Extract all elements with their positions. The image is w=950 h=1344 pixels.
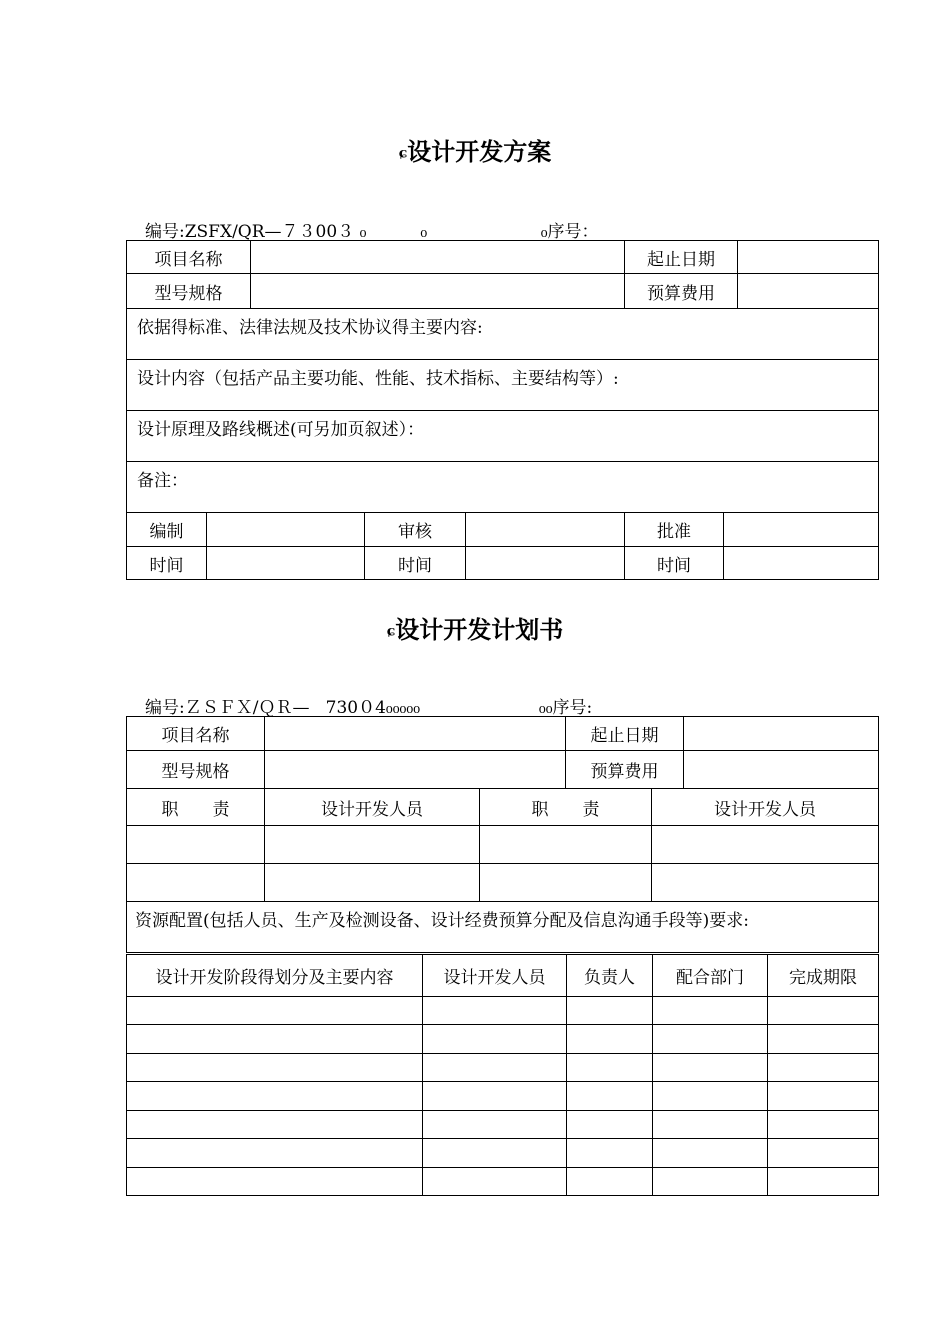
section1-code-line: 编号:ZSFX/QR—７３00３ ₀ ₀ ₀序号： (145, 222, 599, 242)
table-row (127, 1082, 879, 1111)
developer-cell[interactable] (652, 864, 879, 902)
stage-cell[interactable] (423, 997, 567, 1025)
prepared-time-label: 时间 (127, 547, 207, 580)
stage-cell[interactable] (423, 1082, 567, 1111)
plan-start-end-date-field[interactable] (684, 717, 879, 751)
stage-cell[interactable] (653, 997, 768, 1025)
developers-header-right: 设计开发人员 (652, 789, 879, 826)
prepared-time-field[interactable] (207, 547, 365, 580)
plan-start-end-date-label: 起止日期 (566, 717, 684, 751)
developer-cell[interactable] (652, 826, 879, 864)
section2-title: ɕ设计开发计划书 (386, 615, 564, 644)
stage-cell[interactable] (768, 1111, 879, 1139)
model-spec-field[interactable] (251, 274, 625, 309)
plan-budget-field[interactable] (684, 751, 879, 789)
stage-cell[interactable] (567, 1139, 653, 1168)
start-end-date-field[interactable] (738, 241, 879, 274)
model-spec-label: 型号规格 (127, 274, 251, 309)
stage-cell[interactable] (127, 997, 423, 1025)
table-row (127, 1139, 879, 1168)
stage-cell[interactable] (127, 1139, 423, 1168)
stage-cell[interactable] (768, 1025, 879, 1054)
stage-cell[interactable] (423, 1111, 567, 1139)
table-row (127, 1025, 879, 1054)
standards-field[interactable]: 依据得标准、法律法规及技术协议得主要内容: (127, 309, 879, 360)
stage-cell[interactable] (127, 1111, 423, 1139)
remarks-field[interactable]: 备注： (127, 462, 879, 513)
section1-title-text: 设计开发方案 (407, 137, 552, 166)
prepared-field[interactable] (207, 513, 365, 547)
plan-model-spec-field[interactable] (265, 751, 566, 789)
table-row (127, 1168, 879, 1196)
start-end-date-label: 起止日期 (625, 241, 738, 274)
duty-cell[interactable] (480, 864, 652, 902)
stage-table (126, 954, 879, 1196)
table-row (127, 1111, 879, 1139)
stage-cell[interactable] (653, 1054, 768, 1082)
resources-field[interactable]: 资源配置(包括人员、生产及检测设备、设计经费预算分配及信息沟通手段等)要求: (127, 902, 879, 953)
stage-header-owner: 负责人 (567, 955, 653, 997)
stage-cell[interactable] (768, 1139, 879, 1168)
budget-label: 预算费用 (625, 274, 738, 309)
section1-title: ɕ设计开发方案 (398, 137, 552, 166)
developer-cell[interactable] (265, 826, 480, 864)
section2-code-line: 编号:ＺＳＦＸ/ＱＲ— 730０4₀₀₀₀₀ ₀₀序号: (145, 698, 593, 718)
stage-header-developers: 设计开发人员 (423, 955, 567, 997)
stage-cell[interactable] (423, 1139, 567, 1168)
budget-field[interactable] (738, 274, 879, 309)
plan-model-spec-label: 型号规格 (127, 751, 265, 789)
stage-cell[interactable] (127, 1054, 423, 1082)
stage-cell[interactable] (567, 1082, 653, 1111)
stage-cell[interactable] (768, 1054, 879, 1082)
stage-cell[interactable] (127, 1082, 423, 1111)
stage-cell[interactable] (653, 1139, 768, 1168)
developers-header-left: 设计开发人员 (265, 789, 480, 826)
stage-header-department: 配合部门 (653, 955, 768, 997)
stage-cell[interactable] (653, 1082, 768, 1111)
stage-cell[interactable] (653, 1111, 768, 1139)
approved-field[interactable] (724, 513, 879, 547)
stage-cell[interactable] (127, 1025, 423, 1054)
stage-cell[interactable] (423, 1025, 567, 1054)
table-row (127, 1054, 879, 1082)
stage-cell[interactable] (567, 1168, 653, 1196)
stage-cell[interactable] (567, 1111, 653, 1139)
stage-header-content: 设计开发阶段得划分及主要内容 (127, 955, 423, 997)
stage-cell[interactable] (653, 1025, 768, 1054)
stage-cell[interactable] (768, 1168, 879, 1196)
stage-cell[interactable] (127, 1168, 423, 1196)
stage-cell[interactable] (423, 1168, 567, 1196)
plan-project-name-label: 项目名称 (127, 717, 265, 751)
reviewed-time-field[interactable] (466, 547, 625, 580)
reviewed-field[interactable] (466, 513, 625, 547)
duty-header-right: 职 责 (480, 789, 652, 826)
stage-cell[interactable] (768, 1082, 879, 1111)
stage-cell[interactable] (567, 1025, 653, 1054)
duty-cell[interactable] (480, 826, 652, 864)
principle-field[interactable]: 设计原理及路线概述(可另加页叙述）： (127, 411, 879, 462)
reviewed-label: 审核 (365, 513, 466, 547)
plan-budget-label: 预算费用 (566, 751, 684, 789)
project-name-field[interactable] (251, 241, 625, 274)
table-row (127, 997, 879, 1025)
duty-cell[interactable] (127, 826, 265, 864)
design-plan-book-table (126, 716, 879, 953)
developer-cell[interactable] (265, 864, 480, 902)
duty-header-left: 职 责 (127, 789, 265, 826)
stage-cell[interactable] (567, 1054, 653, 1082)
project-name-label: 项目名称 (127, 241, 251, 274)
duty-cell[interactable] (127, 864, 265, 902)
prepared-label: 编制 (127, 513, 207, 547)
stage-cell[interactable] (768, 997, 879, 1025)
stage-cell[interactable] (567, 997, 653, 1025)
plan-project-name-field[interactable] (265, 717, 566, 751)
stage-cell[interactable] (423, 1054, 567, 1082)
approved-time-field[interactable] (724, 547, 879, 580)
section2-title-text: 设计开发计划书 (395, 615, 564, 644)
stage-header-deadline: 完成期限 (768, 955, 879, 997)
approved-time-label: 时间 (625, 547, 724, 580)
design-plan-table (126, 240, 879, 580)
approved-label: 批准 (625, 513, 724, 547)
stage-cell[interactable] (653, 1168, 768, 1196)
reviewed-time-label: 时间 (365, 547, 466, 580)
design-content-field[interactable]: 设计内容（包括产品主要功能、性能、技术指标、主要结构等）: (127, 360, 879, 411)
